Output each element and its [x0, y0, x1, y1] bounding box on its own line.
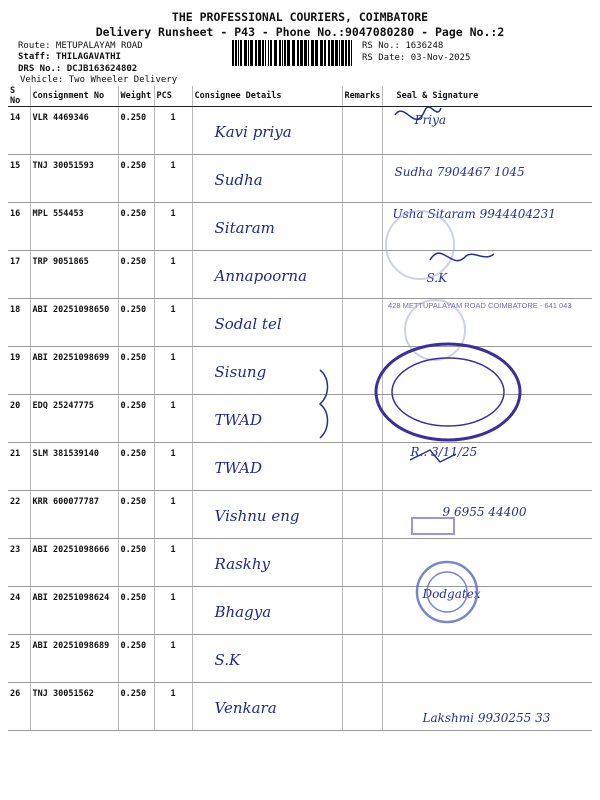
row-consignee	[192, 683, 342, 731]
row-seal-signature	[382, 443, 592, 491]
row-consignee	[192, 347, 342, 395]
barcode-bar	[274, 40, 277, 66]
barcode-bar	[270, 40, 272, 66]
table-row	[8, 587, 592, 635]
row-consignee	[192, 443, 342, 491]
signature-handwriting: R.. 3/11/25	[410, 445, 478, 459]
col-weight: Weight	[118, 86, 154, 107]
row-sno: 17	[8, 251, 30, 299]
barcode-bar	[297, 40, 299, 66]
row-consignment-no: ABI 20251098689	[30, 635, 118, 683]
row-consignment-no: ABI 20251098624	[30, 587, 118, 635]
signature-handwriting: S.K	[426, 271, 448, 285]
barcode-bar	[308, 40, 309, 66]
row-seal-signature	[382, 683, 592, 731]
row-consignment-no: TNJ 30051593	[30, 155, 118, 203]
row-consignee	[192, 107, 342, 155]
row-consignee	[192, 203, 342, 251]
row-pcs: 1	[154, 107, 192, 155]
barcode-bar	[250, 40, 253, 66]
row-sno: 20	[8, 395, 30, 443]
table-row	[8, 683, 592, 731]
consignee-handwriting: Sudha	[214, 171, 263, 189]
row-weight: 0.250	[118, 539, 154, 587]
row-seal-signature	[382, 251, 592, 299]
row-weight: 0.250	[118, 347, 154, 395]
signature-handwriting: Lakshmi 9930255 33	[422, 711, 551, 725]
barcode-bar	[331, 40, 334, 66]
row-weight: 0.250	[118, 395, 154, 443]
barcode-bar	[265, 40, 266, 66]
row-remarks	[342, 155, 382, 203]
row-weight: 0.250	[118, 155, 154, 203]
consignee-handwriting: TWAD	[214, 459, 263, 477]
col-consignee: Consignee Details	[192, 86, 342, 107]
row-weight: 0.250	[118, 203, 154, 251]
row-weight: 0.250	[118, 635, 154, 683]
signature-handwriting: Sudha 7904467 1045	[394, 165, 525, 179]
row-sno: 21	[8, 443, 30, 491]
row-remarks	[342, 491, 382, 539]
runsheet-title: Delivery Runsheet - P43 - Phone No.:9047080280 - Page No.:2	[95, 25, 505, 39]
row-pcs: 1	[154, 203, 192, 251]
row-remarks	[342, 347, 382, 395]
drs-number: DRS No.: DCJB163624802	[18, 64, 138, 74]
row-consignee	[192, 299, 342, 347]
row-consignee	[192, 491, 342, 539]
vehicle-label: Vehicle: Two Wheeler Delivery	[20, 75, 178, 85]
barcode-bar	[300, 40, 303, 66]
table-row	[8, 443, 592, 491]
row-weight: 0.250	[118, 299, 154, 347]
row-sno: 25	[8, 635, 30, 683]
row-sno: 26	[8, 683, 30, 731]
runsheet-table	[8, 86, 592, 731]
row-consignee	[192, 395, 342, 443]
consignee-handwriting: Sitaram	[214, 219, 275, 237]
barcode-bar	[235, 40, 237, 66]
row-pcs: 1	[154, 251, 192, 299]
rs-number: RS No.: 1636248	[362, 41, 444, 51]
row-seal-signature	[382, 347, 592, 395]
table-row	[8, 107, 592, 155]
table-row	[8, 491, 592, 539]
barcode-bar	[315, 40, 318, 66]
row-consignment-no: ABI 20251098699	[30, 347, 118, 395]
table-row	[8, 251, 592, 299]
row-weight: 0.250	[118, 491, 154, 539]
signature-handwriting: Usha Sitaram 9944404231	[392, 207, 556, 221]
barcode-bar	[328, 40, 330, 66]
barcode-bar	[232, 40, 234, 66]
consignee-handwriting: Annapoorna	[214, 267, 308, 285]
barcode-bar	[268, 40, 269, 66]
col-seal-signature: Seal & Signature	[382, 86, 592, 107]
row-remarks	[342, 635, 382, 683]
signature-handwriting: Dodgatex	[422, 587, 481, 601]
row-remarks	[342, 395, 382, 443]
consignee-handwriting: Sisung	[214, 363, 267, 381]
col-pcs: PCS	[154, 86, 192, 107]
row-remarks	[342, 251, 382, 299]
row-pcs: 1	[154, 539, 192, 587]
row-pcs: 1	[154, 491, 192, 539]
barcode-bar	[255, 40, 257, 66]
col-consignment: Consignment No	[30, 86, 118, 107]
col-sno: S No	[8, 86, 30, 107]
barcode-bar	[311, 40, 314, 66]
table-header-row	[8, 86, 592, 107]
route-label: Route: METUPALAYAM ROAD	[18, 41, 143, 51]
consignee-handwriting: Venkara	[214, 699, 277, 717]
barcode-bar	[287, 40, 290, 66]
barcode-bar	[348, 40, 350, 66]
row-remarks	[342, 683, 382, 731]
row-sno: 19	[8, 347, 30, 395]
barcode-bar	[282, 40, 283, 66]
row-sno: 14	[8, 107, 30, 155]
company-name: THE PROFESSIONAL COURIERS, COIMBATORE	[171, 10, 429, 24]
row-seal-signature	[382, 107, 592, 155]
row-weight: 0.250	[118, 107, 154, 155]
barcode-bar	[320, 40, 323, 66]
row-pcs: 1	[154, 683, 192, 731]
table-row	[8, 395, 592, 443]
row-consignment-no: ABI 20251098666	[30, 539, 118, 587]
barcode	[232, 40, 356, 66]
row-pcs: 1	[154, 443, 192, 491]
row-remarks	[342, 107, 382, 155]
barcode-bar	[240, 40, 242, 66]
row-pcs: 1	[154, 299, 192, 347]
row-weight: 0.250	[118, 683, 154, 731]
row-sno: 16	[8, 203, 30, 251]
barcode-bar	[262, 40, 264, 66]
barcode-bar	[341, 40, 344, 66]
consignee-handwriting: Kavi priya	[214, 123, 292, 141]
row-consignment-no: TRP 9051865	[30, 251, 118, 299]
row-pcs: 1	[154, 395, 192, 443]
barcode-bar	[335, 40, 338, 66]
row-consignee	[192, 635, 342, 683]
row-consignment-no: EDQ 25247775	[30, 395, 118, 443]
barcode-bar	[248, 40, 249, 66]
row-seal-signature	[382, 395, 592, 443]
row-sno: 22	[8, 491, 30, 539]
row-consignment-no: MPL 554453	[30, 203, 118, 251]
barcode-bar	[345, 40, 347, 66]
table-row	[8, 203, 592, 251]
row-seal-signature	[382, 299, 592, 347]
barcode-bar	[292, 40, 295, 66]
row-remarks	[342, 539, 382, 587]
consignee-handwriting: Sodal tel	[214, 315, 282, 333]
barcode-bar	[258, 40, 261, 66]
barcode-bar	[339, 40, 340, 66]
row-consignment-no: ABI 20251098650	[30, 299, 118, 347]
consignee-handwriting: Raskhy	[214, 555, 271, 573]
row-remarks	[342, 443, 382, 491]
barcode-bar	[304, 40, 307, 66]
row-pcs: 1	[154, 635, 192, 683]
row-consignment-no: TNJ 30051562	[30, 683, 118, 731]
row-consignee	[192, 587, 342, 635]
consignee-handwriting: Bhagya	[214, 603, 272, 621]
barcode-bar	[284, 40, 286, 66]
row-pcs: 1	[154, 347, 192, 395]
col-remarks: Remarks	[342, 86, 382, 107]
barcode-bar	[244, 40, 247, 66]
row-sno: 18	[8, 299, 30, 347]
row-seal-signature	[382, 587, 592, 635]
table-row	[8, 539, 592, 587]
rs-date: RS Date: 03-Nov-2025	[362, 53, 471, 63]
row-seal-signature	[382, 539, 592, 587]
row-sno: 15	[8, 155, 30, 203]
row-remarks	[342, 203, 382, 251]
consignee-handwriting: TWAD	[214, 411, 263, 429]
row-sno: 23	[8, 539, 30, 587]
table-row	[8, 347, 592, 395]
barcode-bar	[324, 40, 326, 66]
row-sno: 24	[8, 587, 30, 635]
row-remarks	[342, 299, 382, 347]
table-row	[8, 299, 592, 347]
barcode-bar	[238, 40, 239, 66]
svg-text:428 METTUPALAYAM ROAD COIMBATO: 428 METTUPALAYAM ROAD COIMBATORE - 641 043	[388, 301, 572, 310]
row-pcs: 1	[154, 155, 192, 203]
table-row	[8, 155, 592, 203]
table-row	[8, 635, 592, 683]
row-weight: 0.250	[118, 443, 154, 491]
row-pcs: 1	[154, 587, 192, 635]
barcode-bar	[279, 40, 281, 66]
row-consignment-no: SLM 381539140	[30, 443, 118, 491]
row-remarks	[342, 587, 382, 635]
row-weight: 0.250	[118, 587, 154, 635]
row-consignment-no: KRR 600077787	[30, 491, 118, 539]
signature-handwriting: Priya	[414, 113, 447, 127]
row-seal-signature	[382, 635, 592, 683]
row-consignee	[192, 251, 342, 299]
row-weight: 0.250	[118, 251, 154, 299]
consignee-handwriting: Vishnu eng	[214, 507, 300, 525]
row-seal-signature	[382, 155, 592, 203]
row-seal-signature	[382, 203, 592, 251]
consignee-handwriting: S.K	[214, 651, 241, 669]
row-consignee	[192, 155, 342, 203]
signature-handwriting: 9 6955 44400	[442, 505, 527, 519]
barcode-bar	[351, 40, 352, 66]
row-seal-signature	[382, 491, 592, 539]
row-consignee	[192, 539, 342, 587]
staff-label: Staff: THILAGAVATHI	[18, 52, 121, 62]
row-consignment-no: VLR 4469346	[30, 107, 118, 155]
